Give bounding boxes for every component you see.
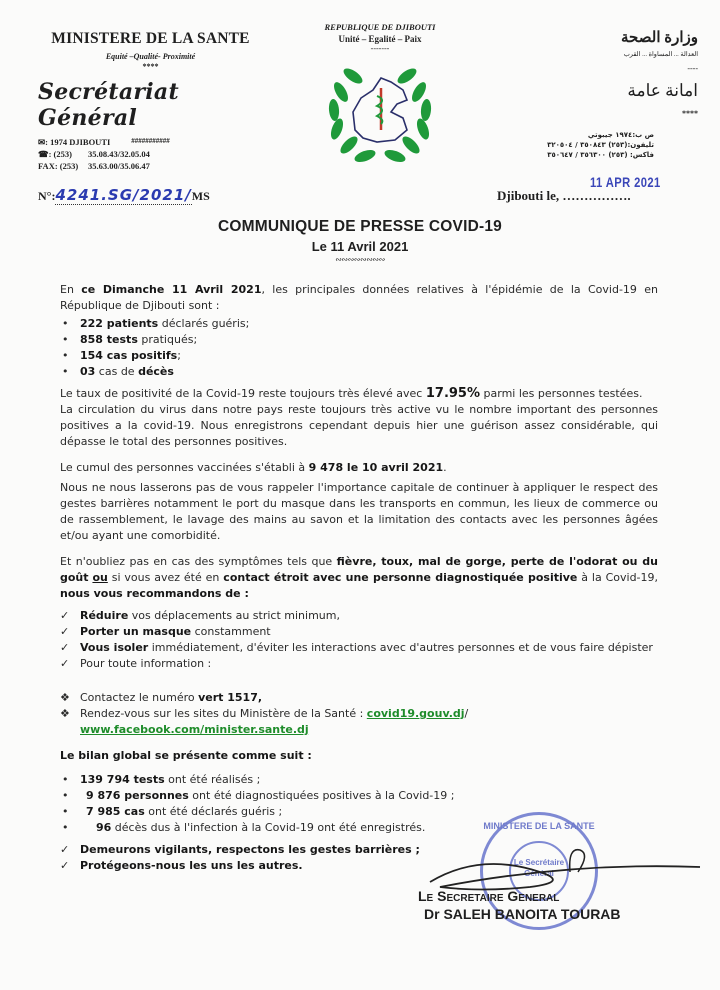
signatory-title: Le Secretaire General	[418, 888, 560, 904]
ministry-header	[28, 30, 273, 145]
ornament-divider: ∾∾∾∾∾∾∾∾	[335, 255, 385, 264]
republic-motto: Unité – Egalité – Paix	[338, 34, 422, 44]
signature-block	[418, 888, 621, 922]
envelope-icon: ✉	[38, 137, 46, 147]
list-item: ❖ Contactez le numéro vert 1517,	[60, 691, 263, 704]
press-release-date: Le 11 Avril 2021	[311, 239, 409, 254]
positivity-rate: 17.95%	[425, 386, 481, 401]
positivity-paragraph: Le taux de positivité de la Covid-19 reste toujours très élevé avec 17.95% parmi les personnes testées. La circulation du virus dans notre pays reste toujours très active vu le nombre important des personnes positives a la covid-19. Nous enregistrons cependant depuis hier une guérison assez considérable, qui dépasse le total des personnes positives.	[60, 386, 658, 448]
list-item: • 03 cas de décès	[60, 364, 658, 380]
list-item: ❖ Rendez-vous sur les sites du Ministère de la Santé : covid19.gouv.dj/ www.facebook.com/minister.sante.dj	[60, 707, 469, 736]
republic-name: REPUBLIQUE DE DJIBOUTI	[324, 22, 436, 32]
mail-line: ✉: 1974 DJIBOUTI	[38, 137, 111, 147]
covid-site-link[interactable]: covid19.gouv.dj	[366, 707, 465, 720]
list-item: ✓ Protégeons-nous les uns les autres.	[60, 859, 303, 872]
list-item: ✓ Pour toute information :	[60, 657, 212, 670]
dash-divider-right: ----	[687, 64, 698, 73]
ministry-motto-arabic: العدالة ... المساواة ... القرب	[623, 51, 698, 58]
ministry-name-arabic: وزارة الصحة	[621, 30, 698, 46]
signatory-name: Dr SALEH BANOITA TOURAB	[424, 906, 621, 922]
diamond-bullet-icon: ❖	[60, 707, 70, 720]
list-item: ✓ Demeurons vigilants, respectons les gestes barrières ;	[60, 843, 420, 856]
list-item: • 858 tests pratiqués;	[60, 332, 658, 348]
ministry-motto: Equité –Qualité- Proximité	[105, 52, 196, 61]
checkmark-icon: ✓	[60, 657, 70, 670]
reference-number: N°:4241.SG/2021/MS	[38, 186, 210, 204]
checkmark-icon: ✓	[60, 859, 70, 872]
stars-divider: ****	[142, 62, 159, 71]
press-release-title-block	[0, 218, 720, 264]
fax-line: FAX: (253) 35.63.00/35.06.47	[38, 161, 150, 171]
list-item: ✓ Réduire vos déplacements au strict minimum,	[60, 609, 340, 622]
facebook-link[interactable]: www.facebook.com/minister.sante.dj	[80, 723, 309, 736]
vaccination-count: 9 478 le 10 avril 2021	[308, 461, 444, 474]
daily-stats-list	[60, 316, 658, 380]
arabic-contact-block: ص ب:١٩٧٤ جيبوتي تليفون:(٢٥٣) ٣٥٠٨٤٣ / ٣٢٠٥٠٤ فاكس: (٢٥٣) ٣٥٦٣٠٠ / ٣٥٠٦٤٧	[547, 131, 654, 159]
republic-header	[290, 22, 470, 53]
phone-line: ☎: (253) 35.08.43/32.05.04	[38, 149, 150, 159]
press-release-title: COMMUNIQUE DE PRESSE COVID-19	[218, 218, 502, 235]
hotline-number: vert 1517,	[198, 691, 263, 704]
recommendations-list	[60, 608, 658, 672]
hash-divider: ###########	[131, 137, 170, 145]
department-name: Secrétariat Général	[38, 79, 179, 131]
list-item: ✓ Porter un masque constamment	[60, 625, 271, 638]
diamond-bullet-icon: ❖	[60, 691, 70, 704]
department-name-arabic: امانة عامة	[627, 81, 698, 100]
list-item: • 7 985 cas ont été déclarés guéris ;	[60, 804, 658, 820]
checkmark-icon: ✓	[60, 609, 70, 622]
contact-block	[38, 136, 150, 172]
symptoms-paragraph: Et n'oubliez pas en cas des symptômes tels que fièvre, toux, mal de gorge, perte de l'odorat ou du goût ou si vous avez été en contact étroit avec une personne diagnostiquée positive à la Covid-19, nous vous recommandons de :	[60, 555, 659, 600]
list-item: • 9 876 personnes ont été diagnostiquées positives à la Covid-19 ;	[60, 788, 658, 804]
phone-icon: ☎	[38, 149, 49, 159]
global-heading: Le bilan global se présente comme suit :	[60, 749, 312, 762]
intro-paragraph: En ce Dimanche 11 Avril 2021, les principales données relatives à l'épidémie de la Covid-19 en République de Djibouti sont :	[60, 283, 658, 312]
list-item: • 154 cas positifs;	[60, 348, 658, 364]
list-item: • 139 794 tests ont été réalisés ;	[60, 772, 658, 788]
info-list	[60, 690, 658, 738]
ministry-name: MINISTERE DE LA SANTE	[51, 30, 250, 47]
place-date-line: Djibouti le, …………….	[497, 188, 631, 203]
official-seal: MINISTERE DE LA SANTE Le Secrétaire Général	[480, 812, 598, 930]
list-item: • 96 décès dus à l'infection à la Covid-19 ont été enregistrés.	[60, 820, 658, 836]
vaccination-paragraph: Le cumul des personnes vaccinées s'établi à 9 478 le 10 avril 2021. Nous ne nous lasserons pas de vous rappeler l'importance capitale de continuer à appliquer le respect des gestes barrières notamment le port du masque dans les transports en commun, les lieux de commerce ou de rassemblement, le lavage des mains au savon et la limitation des contacts avec les personnes âgées et/ou ayant une comorbidité.	[60, 461, 658, 542]
handwritten-ref: 4241.SG/2021/	[55, 186, 192, 204]
arabic-header	[488, 28, 698, 118]
date-stamp: 11 APR 2021	[590, 174, 661, 190]
checkmark-icon: ✓	[60, 625, 70, 638]
checkmark-icon: ✓	[60, 641, 70, 654]
dash-divider: -------	[370, 44, 390, 53]
list-item: ✓ Vous isoler immédiatement, d'éviter les interactions avec d'autres personnes et de vous faire dépister	[60, 641, 653, 654]
stars-divider-right: ****	[682, 109, 698, 118]
checkmark-icon: ✓	[60, 843, 70, 856]
list-item: • 222 patients déclarés guéris;	[60, 316, 658, 332]
ministry-emblem-icon	[325, 60, 435, 174]
